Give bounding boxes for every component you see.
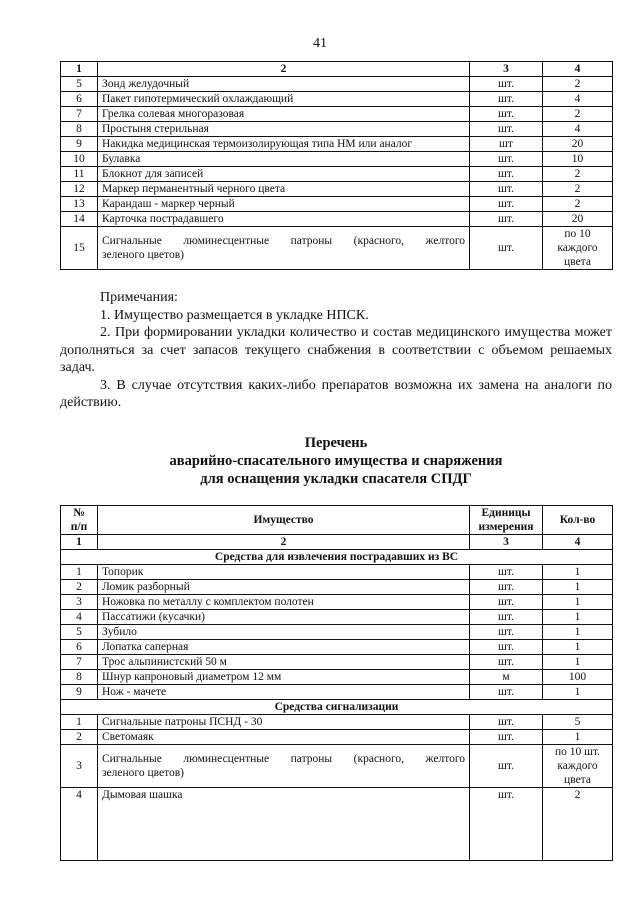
row-number: 5 — [61, 625, 98, 640]
table-row — [61, 227, 613, 270]
row-number: 11 — [61, 167, 98, 182]
header-line: Единицы — [481, 507, 531, 519]
item-name: Топорик — [98, 565, 470, 580]
table-row — [61, 197, 613, 212]
table-row — [61, 565, 613, 580]
item-quantity: 1 — [543, 640, 613, 655]
item-quantity: 2 — [543, 182, 613, 197]
item-unit: шт. — [470, 788, 543, 861]
item-quantity: 2 — [543, 788, 613, 861]
table-row — [61, 167, 613, 182]
item-quantity: 20 — [543, 137, 613, 152]
item-quantity — [543, 227, 613, 270]
item-unit: м — [470, 670, 543, 685]
quantity-line: каждого — [557, 242, 598, 254]
item-unit: шт. — [470, 610, 543, 625]
item-quantity: 10 — [543, 152, 613, 167]
column-header-number — [61, 506, 98, 535]
row-number: 3 — [61, 595, 98, 610]
table-row — [61, 625, 613, 640]
table-row — [61, 137, 613, 152]
table-row — [61, 715, 613, 730]
table-row — [61, 107, 613, 122]
item-name: Зубило — [98, 625, 470, 640]
item-quantity: 1 — [543, 730, 613, 745]
table-row — [61, 610, 613, 625]
table-row — [61, 655, 613, 670]
note-item: 2. При формировании укладки количество и состав медицинского имущества может дополняться за счет запасов текущего снабжения в соответствии с объемом решаемых задач. — [60, 325, 612, 375]
item-name: Шнур капроновый диаметром 12 мм — [98, 670, 470, 685]
row-number: 8 — [61, 670, 98, 685]
item-unit: шт. — [470, 640, 543, 655]
item-unit: шт. — [470, 197, 543, 212]
item-name: Ножовка по металлу с комплектом полотен — [98, 595, 470, 610]
item-name-line: зеленого цветов) — [102, 249, 184, 261]
page-number: 41 — [313, 36, 327, 51]
item-quantity — [543, 745, 613, 788]
item-name — [98, 227, 470, 270]
item-unit: шт. — [470, 77, 543, 92]
item-quantity: 1 — [543, 685, 613, 700]
item-name: Простыня стерильная — [98, 122, 470, 137]
column-number: 2 — [98, 535, 470, 550]
row-number: 6 — [61, 640, 98, 655]
item-unit: шт. — [470, 152, 543, 167]
header-line: измерения — [478, 521, 534, 533]
item-unit: шт. — [470, 167, 543, 182]
row-number: 13 — [61, 197, 98, 212]
item-name-line: зеленого цветов) — [102, 767, 184, 779]
column-header-name: Имущество — [98, 506, 470, 535]
row-number: 4 — [61, 610, 98, 625]
table-row — [61, 730, 613, 745]
item-unit: шт. — [470, 92, 543, 107]
section-title: Средства сигнализации — [61, 700, 613, 715]
item-quantity: 1 — [543, 595, 613, 610]
item-name: Карточка пострадавшего — [98, 212, 470, 227]
quantity-line: по 10 — [564, 228, 591, 240]
item-quantity: 1 — [543, 625, 613, 640]
item-unit: шт. — [470, 745, 543, 788]
quantity-line: цвета — [564, 256, 591, 268]
item-quantity: 20 — [543, 212, 613, 227]
item-unit: шт. — [470, 625, 543, 640]
item-unit: шт. — [470, 182, 543, 197]
item-quantity: 100 — [543, 670, 613, 685]
table-row — [61, 182, 613, 197]
table-column-numbers-row — [61, 62, 613, 77]
heading-line: для оснащения укладки спасателя СПДГ — [200, 471, 472, 487]
item-quantity: 2 — [543, 197, 613, 212]
column-number: 3 — [470, 535, 543, 550]
heading-line: аварийно-спасательного имущества и снаряжения — [169, 453, 503, 469]
item-quantity: 1 — [543, 565, 613, 580]
column-number: 4 — [543, 62, 613, 77]
medical-supplies-table — [60, 61, 613, 270]
column-header-quantity: Кол-во — [543, 506, 613, 535]
table-row — [61, 685, 613, 700]
item-quantity: 1 — [543, 610, 613, 625]
item-name: Карандаш - маркер черный — [98, 197, 470, 212]
row-number: 9 — [61, 685, 98, 700]
item-unit: шт. — [470, 595, 543, 610]
item-unit: шт. — [470, 685, 543, 700]
item-name: Дымовая шашка — [98, 788, 470, 861]
table-row — [61, 788, 613, 861]
table-row — [61, 640, 613, 655]
column-number: 1 — [61, 535, 98, 550]
item-name: Грелка солевая многоразовая — [98, 107, 470, 122]
item-unit: шт. — [470, 580, 543, 595]
row-number: 5 — [61, 77, 98, 92]
row-number: 2 — [61, 730, 98, 745]
heading-line: Перечень — [304, 435, 368, 451]
item-quantity: 4 — [543, 122, 613, 137]
table-row — [61, 595, 613, 610]
table-row — [61, 212, 613, 227]
table-row — [61, 580, 613, 595]
item-quantity: 1 — [543, 580, 613, 595]
item-name-line: Сигнальные люминесцентные патроны (красного, желтого — [102, 235, 465, 247]
section-title-row — [61, 700, 613, 715]
item-unit: шт. — [470, 715, 543, 730]
table-row — [61, 152, 613, 167]
note-item: 1. Имущество размещается в укладке НПСК. — [100, 307, 369, 323]
notes-section — [60, 289, 612, 412]
row-number: 9 — [61, 137, 98, 152]
item-unit: шт. — [470, 212, 543, 227]
row-number: 8 — [61, 122, 98, 137]
row-number: 7 — [61, 107, 98, 122]
row-number: 3 — [61, 745, 98, 788]
item-unit: шт. — [470, 227, 543, 270]
item-unit: шт. — [470, 655, 543, 670]
item-unit: шт — [470, 137, 543, 152]
table-row — [61, 92, 613, 107]
row-number: 7 — [61, 655, 98, 670]
item-name: Маркер перманентный черного цвета — [98, 182, 470, 197]
column-number: 4 — [543, 535, 613, 550]
item-unit: шт. — [470, 107, 543, 122]
item-name: Лопатка саперная — [98, 640, 470, 655]
item-name: Нож - мачете — [98, 685, 470, 700]
column-number: 1 — [61, 62, 98, 77]
rescue-equipment-table — [60, 505, 613, 861]
column-number: 2 — [98, 62, 470, 77]
item-quantity: 2 — [543, 107, 613, 122]
item-name: Накидка медицинская термоизолирующая типа НМ или аналог — [98, 137, 470, 152]
row-number: 6 — [61, 92, 98, 107]
column-number: 3 — [470, 62, 543, 77]
table-column-numbers-row — [61, 535, 613, 550]
item-quantity: 1 — [543, 655, 613, 670]
row-number: 2 — [61, 580, 98, 595]
item-name: Пассатижи (кусачки) — [98, 610, 470, 625]
table-header-row — [61, 506, 613, 535]
table-row — [61, 122, 613, 137]
item-name: Светомаяк — [98, 730, 470, 745]
item-unit: шт. — [470, 565, 543, 580]
header-line: № — [73, 507, 85, 519]
column-header-unit — [470, 506, 543, 535]
item-unit: шт. — [470, 730, 543, 745]
item-unit: шт. — [470, 122, 543, 137]
item-quantity: 4 — [543, 92, 613, 107]
item-name-line: Сигнальные люминесцентные патроны (красного, желтого — [102, 753, 465, 765]
table-row — [61, 745, 613, 788]
row-number: 15 — [61, 227, 98, 270]
note-item: 3. В случае отсутствия каких-либо препаратов возможна их замена на аналоги по действию. — [60, 377, 612, 410]
row-number: 14 — [61, 212, 98, 227]
item-name: Зонд желудочный — [98, 77, 470, 92]
item-name: Пакет гипотермический охлаждающий — [98, 92, 470, 107]
list-heading — [60, 434, 612, 488]
header-line: п/п — [70, 521, 88, 533]
row-number: 1 — [61, 565, 98, 580]
table-row — [61, 670, 613, 685]
row-number: 4 — [61, 788, 98, 861]
table-row — [61, 77, 613, 92]
notes-title: Примечания: — [100, 290, 178, 305]
quantity-line: цвета — [564, 774, 591, 786]
quantity-line: по 10 шт. — [554, 746, 601, 758]
section-title: Средства для извлечения пострадавших из ВС — [61, 550, 613, 565]
row-number: 1 — [61, 715, 98, 730]
row-number: 12 — [61, 182, 98, 197]
item-quantity: 2 — [543, 77, 613, 92]
item-quantity: 2 — [543, 167, 613, 182]
item-name: Ломик разборный — [98, 580, 470, 595]
item-name — [98, 745, 470, 788]
row-number: 10 — [61, 152, 98, 167]
item-name: Трос альпинистский 50 м — [98, 655, 470, 670]
quantity-line: каждого — [557, 760, 598, 772]
item-name: Булавка — [98, 152, 470, 167]
section-title-row — [61, 550, 613, 565]
item-quantity: 5 — [543, 715, 613, 730]
item-name: Блокнот для записей — [98, 167, 470, 182]
item-name: Сигнальные патроны ПСНД - 30 — [98, 715, 470, 730]
